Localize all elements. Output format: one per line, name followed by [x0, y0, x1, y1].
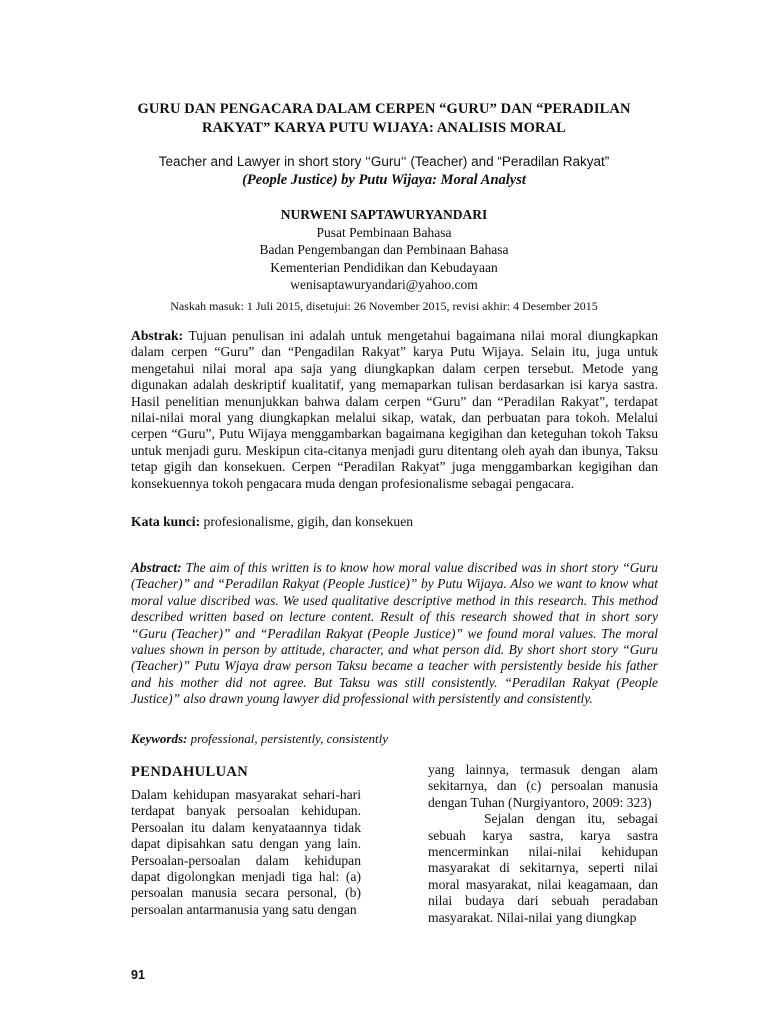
abstract-paragraph [131, 560, 658, 708]
right-paragraph-2: Sejalan dengan itu, sebagai sebuah karya sastra, karya sastra mencerminkan nilai-nilai kehidupan masyarakat di sekitarnya, seperti nilai moral masyarakat, nilai keagamaan, dan nilai budaya dari sebuah peradaban masyarakat. Nilai-nilai yang diungkap [428, 811, 658, 925]
abstract-text: The aim of this written is to know how moral value discribed was in short story “Guru (Teacher)” and “Peradilan Rakyat (People Justice)” by Putu Wijaya. Also we want to know what moral value discribed was. We used qualitative descriptive method in this research. This method described written based on lecture content. Result of this research showed that in short sory “Guru (Teacher)” and “Peradilan Rakyat (People Justice)” we found moral values. The moral values shown in person by attitude, character, and what person did. By short short story “Guru (Teacher)” Putu Wjaya draw person Taksu became a teacher with persistently beside his father and his mother did not agree. But Taksu was still consistently. “Peradilan Rakyat (People Justice)” also drawn young lawyer did professional with persistently and consistently. [131, 560, 658, 707]
section-heading: PENDAHULUAN [131, 764, 249, 780]
author-block [150, 206, 618, 294]
english-title-line-2: (People Justice) by Putu Wijaya: Moral Analyst [242, 172, 526, 188]
keywords-text: professional, persistently, consistently [187, 731, 388, 746]
author-name: NURWENI SAPTAWURYANDARI [280, 207, 488, 222]
keywords-paragraph [131, 731, 658, 747]
abstrak-text: Tujuan penulisan ini adalah untuk mengetahui bagaimana nilai moral diungkapkan dalam cerpen “Guru” dan “Pengadilan Rakyat” karya Putu Wijaya. Selain itu, juga untuk mengetahui nilai moral apa saja yang diungkapkan dalam cerpen tersebut. Metode yang digunakan adalah deskriptif kualitatif, yang memaparkan tulisan berdasarkan isi karya sastra. Hasil penelitian menunjukkan bahwa dalam cerpen “Guru” dan “Peradilan Rakyat”, terdapat nilai-nilai moral yang diungkapkan melalui sikap, watak, dan perbuatan para tokoh. Melalui cerpen “Guru”, Putu Wijaya menggambarkan bagaimana kegigihan dan keteguhan tokoh Taksu untuk menjadi guru. Meskipun cita-citanya menjadi guru ditentang oleh ayah dan ibunya, Taksu tetap gigih dan konsekuen. Cerpen “Peradilan Rakyat” juga menggambarkan kegigihan dan konsekuennya tokoh pengacara muda dengan profesionalisme sebagai pengacara. [131, 328, 658, 491]
abstrak-paragraph [131, 328, 658, 492]
abstract-label: Abstract: [131, 560, 182, 575]
submission-dates: Naskah masuk: 1 Juli 2015, disetujui: 26 November 2015, revisi akhir: 4 Desember 2015 [170, 299, 598, 313]
english-title [100, 152, 668, 190]
abstrak-label: Abstrak: [131, 328, 184, 343]
author-affiliation-1: Pusat Pembinaan Bahasa [316, 224, 452, 240]
author-affiliation-3: Kementerian Pendidikan dan Kebudayaan [270, 259, 498, 275]
right-paragraph-1: yang lainnya, termasuk dengan alam sekitarnya, dan (c) persoalan manusia dengan Tuhan (Nurgiyantoro, 2009: 323) [428, 762, 658, 810]
keywords-label: Keywords: [131, 731, 188, 746]
english-title-line-1: Teacher and Lawyer in short story ‘‘Guru‘‘ (Teacher) and “Peradilan Rakyat” [158, 154, 610, 169]
left-paragraph: Dalam kehidupan masyarakat sehari-hari terdapat banyak persoalan kehidupan. Persoalan itu dalam kenyataannya tidak dapat dipisahkan satu dengan yang lain. Persoalan-persoalan dalam kehidupan dapat digolongkan menjadi tiga hal: (a) persoalan manusia secara personal, (b) persoalan antarmanusia yang satu dengan [131, 787, 361, 917]
author-email: wenisaptawuryandari@yahoo.com [290, 277, 478, 292]
kata-kunci-text: profesionalisme, gigih, dan konsekuen [200, 514, 414, 529]
author-affiliation-2: Badan Pengembangan dan Pembinaan Bahasa [259, 242, 509, 257]
right-column [428, 762, 658, 926]
paper-title-line-2: RAKYAT” KARYA PUTU WIJAYA: ANALISIS MORAL [202, 120, 566, 136]
page-number: 91 [131, 968, 145, 982]
kata-kunci-label: Kata kunci: [131, 514, 201, 529]
paper-title [120, 100, 648, 138]
kata-kunci-paragraph [131, 514, 658, 530]
left-column [131, 787, 361, 918]
paper-title-line-1: GURU DAN PENGACARA DALAM CERPEN “GURU” DAN “PERADILAN [137, 101, 631, 117]
